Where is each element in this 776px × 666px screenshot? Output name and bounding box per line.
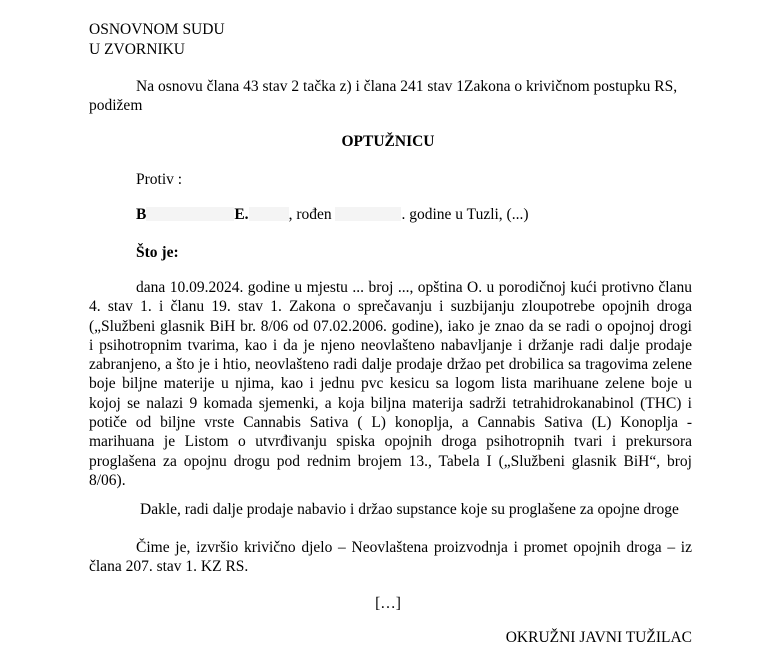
redacted-first-name [146, 207, 234, 221]
redacted-last-name [249, 207, 289, 221]
offence-line: člana 207. stav 1. KZ RS. [89, 558, 249, 576]
facts-line: proglašena za opojnu drogu pod rednim brojem 13., Tabela I („Službeni glasnik BiH“, broj [89, 452, 692, 470]
redacted-birth-date [335, 207, 401, 221]
facts-line: („Službeni glasnik BiH br. 8/06 od 07.02.2006. godine), iako je znao da se radi o opojnoj drogi [89, 317, 692, 335]
what-is-heading: Što je: [136, 244, 179, 261]
facts-line: i psihotropnim tvarima, kao i da je njeno neovlašteno nabavljanje i držanje radi dalje prodaje [89, 336, 692, 354]
court-name-line-1: OSNOVNOM SUDU [89, 21, 225, 38]
accused-birth-place: . godine u Tuzli, (...) [401, 206, 529, 223]
intro-line-1: Na osnovu člana 43 stav 2 tačka z) i člana 241 stav 1Zakona o krivičnom postupku RS, [136, 78, 678, 95]
facts-line: dana 10.09.2024. godine u mjestu ... broj ..., opština O. u porodičnoj kući protivno članu [136, 279, 692, 296]
therefore-paragraph: Dakle, radi dalje prodaje nabavio i držao supstance koje su proglašene za opojne droge [140, 501, 679, 518]
facts-line: kojoj se nalazi 9 komada sjemenki, a koja biljna materija sadrži tetrahidrokanabinol (THC) i [89, 394, 692, 412]
facts-line: marihuana je Listom o utvrđivanju spiska opojnih droga psihotropnih tvari i prekursora [89, 433, 692, 451]
facts-line: boje biljne materije u njima, kao i jednu pvc kesicu sa logom lista marihuane zelene boje u [89, 375, 692, 393]
offence-line: Čime je, izvršio krivično djelo – Neovlaštena proizvodnja i promet opojnih droga – iz [136, 539, 692, 556]
intro-line-2: podižem [89, 97, 143, 114]
facts-line: 8/06). [89, 471, 126, 489]
offence-paragraph [89, 538, 692, 577]
accused-first-initial: B [136, 206, 147, 223]
document-title: OPTUŽNICU [341, 133, 435, 150]
against-label: Protiv : [136, 171, 183, 188]
prosecutor-signature: OKRUŽNI JAVNI TUŽILAC [505, 629, 692, 646]
accused-comma: , [288, 206, 293, 223]
facts-line: zabranjeno, a što je i htio, neovlašteno radi dalje prodaje držao pet drobilica sa tragovima zelene [89, 356, 692, 374]
facts-line: 4. stav 1. i članu 19. stav 1. Zakona o sprečavanju i suzbijanju zloupotrebe opojnih droga [89, 298, 692, 316]
accused-last-initial: E. [234, 206, 249, 223]
facts-line: potiče od biljne vrste Cannabis Sativa ( L) konoplja, a Cannabis Sativa (L) Konoplja - [89, 414, 692, 432]
facts-paragraph [89, 278, 692, 490]
omission-marker: […] [375, 595, 401, 612]
accused-born-label: rođen [296, 206, 332, 223]
accused-line [136, 205, 529, 224]
court-name-line-2: U ZVORNIKU [89, 41, 186, 58]
